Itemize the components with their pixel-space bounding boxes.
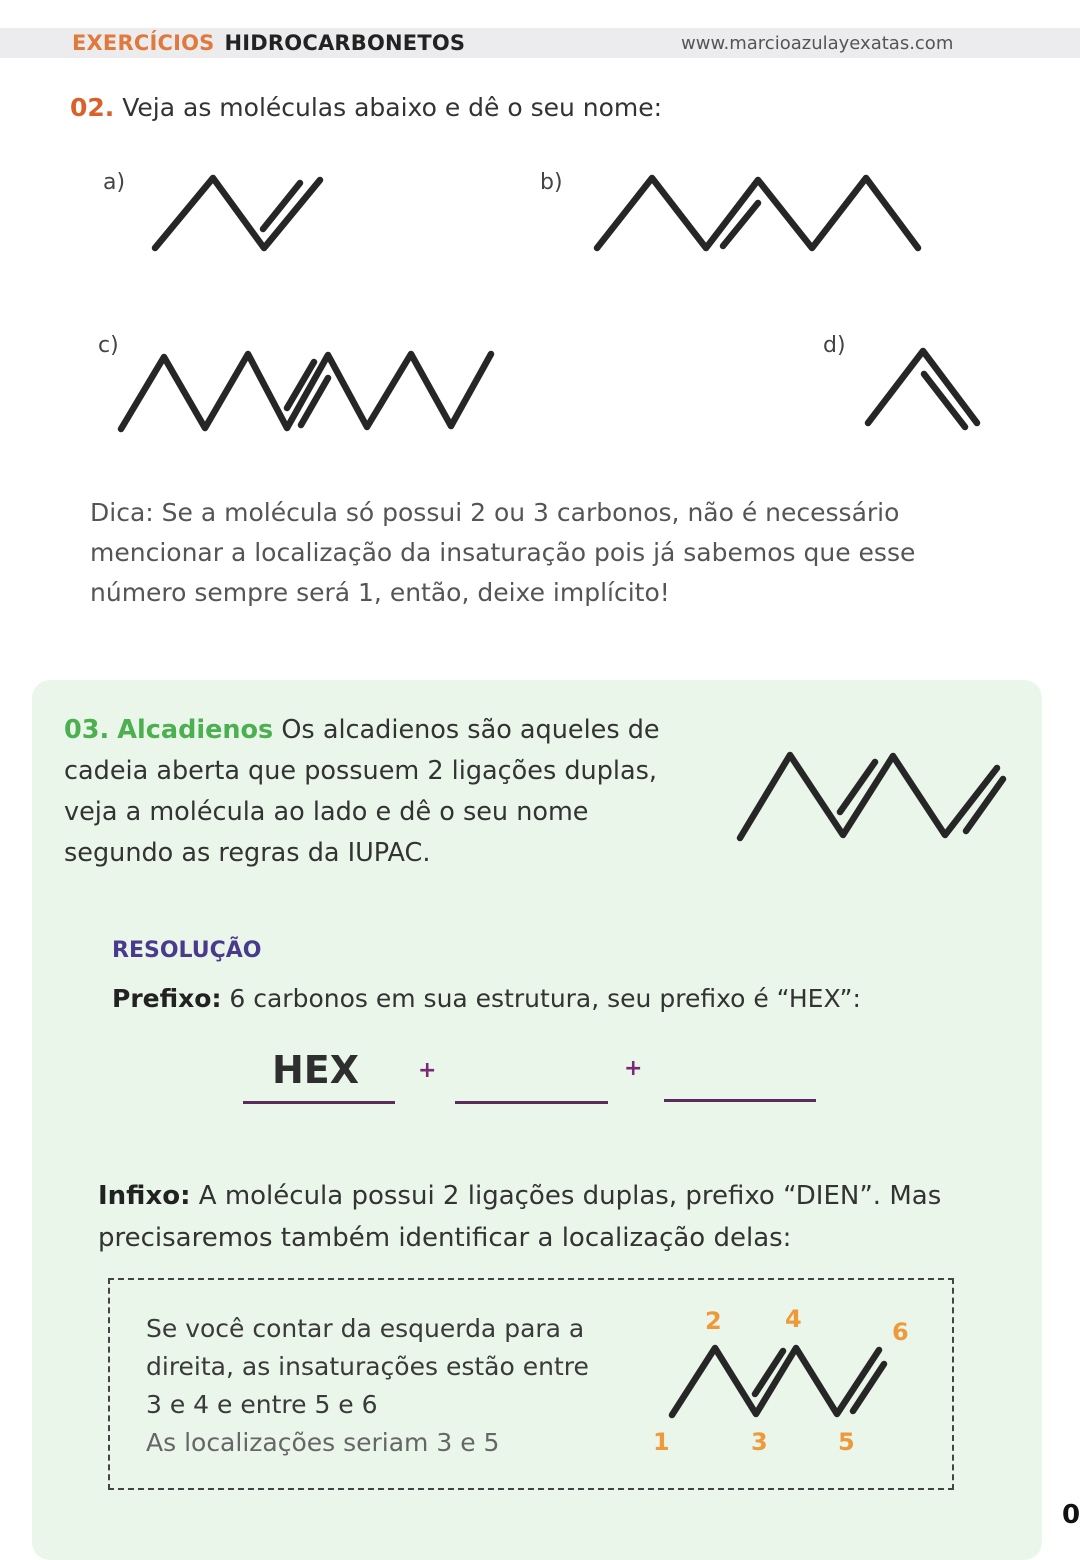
- item-label-a: a): [103, 170, 126, 195]
- carbon-number-3: 3: [751, 1428, 768, 1456]
- plus-sign-2: +: [624, 1056, 643, 1081]
- plus-sign-1: +: [418, 1058, 437, 1083]
- tip-text: Dica: Se a molécula só possui 2 ou 3 carbonos, não é necessário mencionar a localização da insaturação pois já sabemos que esse número sempre será 1, então, deixe implícito!: [90, 498, 916, 607]
- carbon-number-6: 6: [892, 1318, 909, 1346]
- resolution-heading: RESOLUÇÃO: [112, 938, 262, 963]
- item-label-c: c): [98, 333, 119, 358]
- infix-text: A molécula possui 2 ligações duplas, prefixo “DIEN”. Mas precisaremos também identificar a localização delas:: [98, 1181, 942, 1253]
- carbon-number-1: 1: [653, 1428, 670, 1456]
- infix-label: Infixo:: [98, 1181, 191, 1211]
- header-topic: HIDROCARBONETOS: [224, 31, 466, 55]
- item-label-b: b): [540, 170, 563, 195]
- counting-line-2: direita, as insaturações estão entre: [146, 1352, 589, 1381]
- counting-line-3: 3 e 4 e entre 5 e 6: [146, 1390, 378, 1419]
- name-part-prefix: HEX: [272, 1048, 360, 1092]
- item-label-d: d): [823, 333, 846, 358]
- question-number: 02.: [70, 93, 115, 122]
- carbon-number-4: 4: [785, 1305, 802, 1333]
- carbon-number-2: 2: [705, 1307, 722, 1335]
- counting-line-1: Se você contar da esquerda para a: [146, 1314, 585, 1343]
- question-03-number: 03.: [64, 715, 110, 745]
- question-text: Veja as moléculas abaixo e dê o seu nome:: [122, 93, 663, 122]
- carbon-number-5: 5: [838, 1428, 855, 1456]
- question-03-text: Os alcadienos são aqueles de cadeia aberta que possuem 2 ligações duplas, veja a molécula ao lado e dê o seu nome segundo as regras da IUPAC.: [64, 715, 660, 868]
- counting-line-4: As localizações seriam 3 e 5: [146, 1428, 500, 1457]
- prefix-label: Prefixo:: [112, 984, 222, 1013]
- page-number: 0: [1062, 1500, 1080, 1530]
- header-website: www.marcioazulayexatas.com: [681, 33, 954, 54]
- header-section: EXERCÍCIOS: [72, 31, 215, 55]
- question-03-title: Alcadienos: [117, 715, 274, 745]
- prefix-text: 6 carbonos em sua estrutura, seu prefixo é “HEX”:: [229, 984, 861, 1013]
